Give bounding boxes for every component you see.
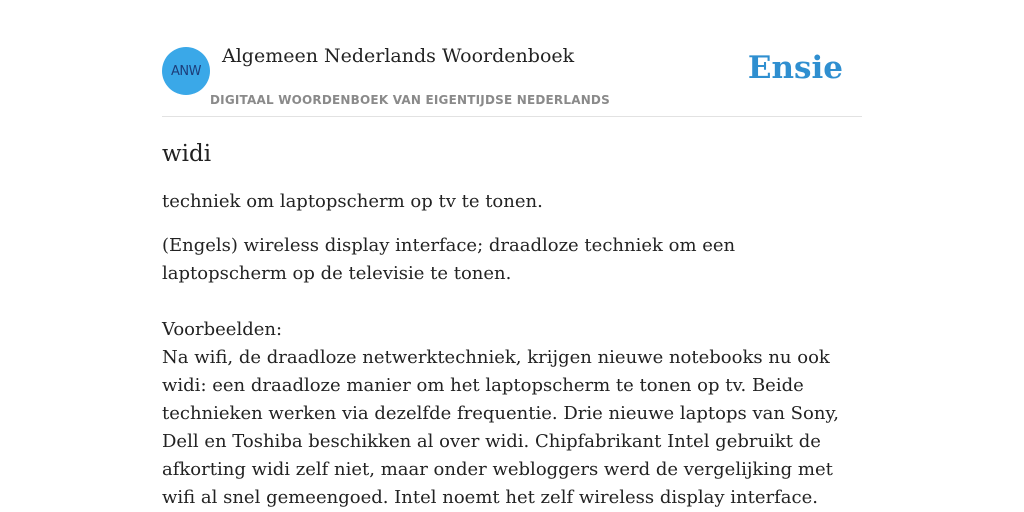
entry-content <box>162 138 862 512</box>
ensie-brand-logo[interactable]: Ensie <box>747 50 843 86</box>
anw-logo-text: ANW <box>171 63 201 79</box>
examples-label: Voorbeelden: <box>162 319 283 340</box>
definition: techniek om laptopscherm op tv te tonen. <box>162 191 543 212</box>
source-title[interactable]: Algemeen Nederlands Woordenboek <box>222 45 575 67</box>
explanation: (Engels) wireless display interface; draadloze techniek om een laptopscherm op de televisie te tonen. <box>162 235 736 284</box>
source-header <box>162 0 862 117</box>
anw-logo[interactable] <box>162 47 210 95</box>
source-subtitle: DIGITAAL WOORDENBOEK VAN EIGENTIJDSE NEDERLANDS <box>210 93 610 107</box>
headword: widi <box>162 141 212 167</box>
examples-text: Na wifi, de draadloze netwerktechniek, krijgen nieuwe notebooks nu ook widi: een draadloze manier om het laptopscherm te tonen op tv. Beide technieken werken via dezelfde frequentie. Drie nieuwe laptops van Sony, Dell en Toshiba beschikken al over widi. Chipfabrikant Intel gebruikt de afkorting widi zelf niet, maar onder webloggers werd de vergelijking met wifi al snel gemeengoed. Intel noemt het zelf wireless display interface. <box>162 347 839 508</box>
